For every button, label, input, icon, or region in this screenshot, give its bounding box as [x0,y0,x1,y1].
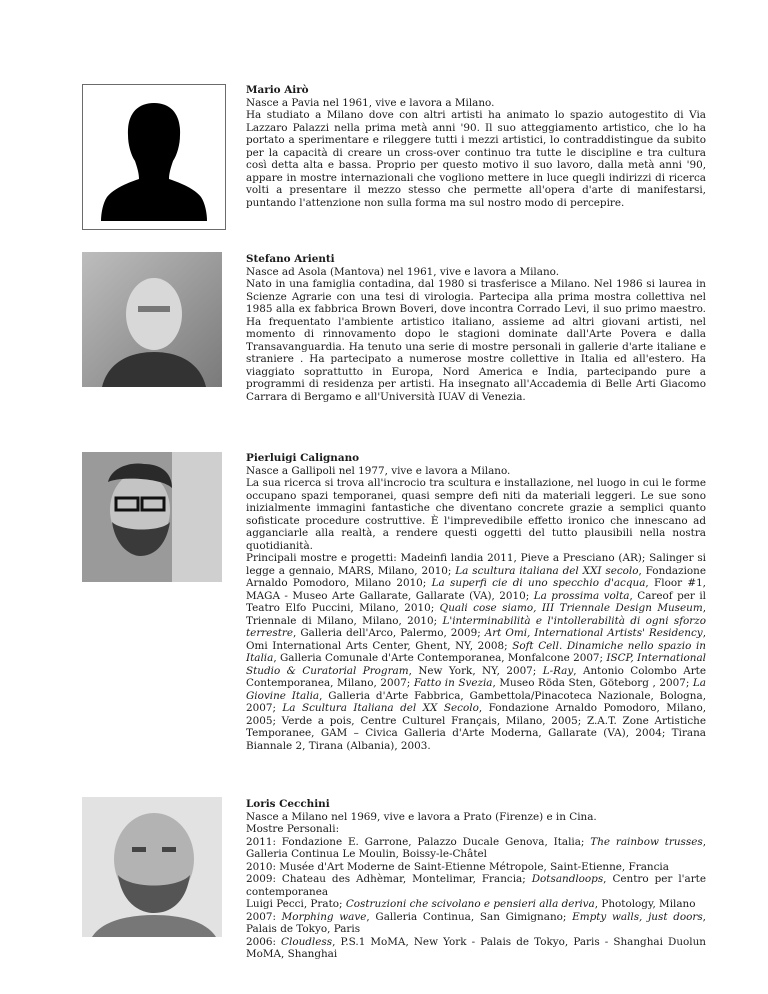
artist-name: Loris Cecchini [246,798,330,810]
show-item: 2010: Musée d'Art Moderne de Saint-Etienne Métropole, Saint-Etienne, Francia [246,860,669,873]
bio-text [246,798,706,961]
artist-photo [82,252,222,387]
portrait-photo-icon [82,797,222,937]
bio-text [246,452,706,752]
bio-text [246,84,706,209]
bio-text [246,253,706,403]
bio-line: Nasce a Milano nel 1969, vive e lavora a Prato (Firenze) e in Cina. [246,810,597,823]
artist-photo [82,452,222,582]
artist-name: Stefano Arienti [246,253,335,265]
artist-name: Mario Airò [246,84,309,96]
placeholder-portrait [82,84,226,230]
artist-name: Pierluigi Calignano [246,452,360,464]
portrait-photo-icon [82,252,222,387]
shows-list: Principali mostre e progetti: Madeinfi landia 2011, Pieve a Presciano (AR); Salinger si legge a gennaio, MARS, Milano, 2010; La scultura italiana del XXI secolo, Fondazione Arnaldo Pomodoro, Milano 2010; La superfi cie di uno specchio d'acqua, Floor #1, MAGA - Museo Arte Gallarate, Gallarate (VA), 2010; La prossima volta, Careof per il Teatro Elfo Puccini, Milano, 2010; Quali cose siamo, III Triennale Design Museum, Triennale di Milano, Milano, 2010; L'interminabilità e l'intollerabilità di ogni sforzo terrestre, Galleria dell'Arco, Palermo, 2009; Art Omi, International Artists' Residency, Omi International Arts Center, Ghent, NY, 2008; Soft Cell. Dinamiche nello spazio in Italia, Galleria Comunale d'Arte Contemporanea, Monfalcone 2007; ISCP, International Studio & Curatorial Program, New York, NY, 2007; L-Ray, Antonio Colombo Arte Contemporanea, Milano, 2007; Fatto in Svezia, Museo Röda Sten, Göteborg , 2007; La Giovine Italia, Galleria d'Arte Fabbrica, Gambettola/Pinacoteca Nazionale, Bologna, 2007; La Scultura Italiana del XX Secolo, Fondazione Arnaldo Pomodoro, Milano, 2005; Verde a pois, Centre Culturel Français, Milano, 2005; Z.A.T. Zone Artistiche Temporanee, GAM – Civica Galleria d'Arte Moderna, Gallarate (VA), 2004; Tirana Biannale 2, Tirana (Albania), 2003. [246,552,707,752]
bio-line: Nasce a Gallipoli nel 1977, vive e lavora a Milano. [246,464,511,477]
bio-line: Mostre Personali: [246,823,340,835]
show-item: 2009: Chateau des Adhèmar, Montelimar, Francia; Dotsandloops, Centro per l'arte contemporanea [246,873,706,898]
bio-line: Nasce ad Asola (Mantova) nel 1961, vive e lavora a Milano. [246,265,560,278]
bio-line: Ha studiato a Milano dove con altri artisti ha animato lo spazio autogestito di Via Lazzaro Palazzi nella prima metà anni '90. Il suo atteggiamento artistico, che lo ha portato a sperimentare e rileggere tutti i mezzi artistici, lo contraddistingue da subito per la capacità di creare un cross-over continuo tra tutte le discipline e tra cultura così detta alta e bassa. Proprio per questo motivo il suo lavoro, dalla metà anni '90, appare in mostre internazionali che vogliono mettere in luce quegli indirizzi di ricerca volti a presentare il mezzo stesso che permette all'opera d'arte di manifestarsi, puntando l'attenzione non sulla forma ma sul nostro modo di percepire. [246,109,706,209]
bio-line: La sua ricerca si trova all'incrocio tra scultura e installazione, nel luogo in cui le forme occupano spazi temporanei, quasi sempre defi niti da materiali leggeri. Le sue sono inizialmente immagini fantastiche che diventano concrete grazie a semplici quanto sofisticate procedure costruttive. È l'imprevedibile effetto ironico che innescano ad agganciarle alla realtà, a rendere questi oggetti del tutto plausibili nella nostra quotidianità. [246,477,706,552]
person-silhouette-icon [83,85,225,229]
artist-photo [82,797,222,937]
show-item: 2006: Cloudless, P.S.1 MoMA, New York - Palais de Tokyo, Paris - Shanghai Duolun MoMA, Shanghai [246,935,706,960]
show-item: 2007: Morphing wave, Galleria Continua, San Gimignano; Empty walls, just doors, Palais de Tokyo, Paris [246,910,706,935]
show-item: 2011: Fondazione E. Garrone, Palazzo Ducale Genova, Italia; The rainbow trusses, Galleria Continua Le Moulin, Boissy-le-Châtel [246,835,706,860]
show-item: Luigi Pecci, Prato; Costruzioni che scivolano e pensieri alla deriva, Photology, Milano [246,898,696,910]
portrait-photo-icon [82,452,222,582]
bio-line: Nato in una famiglia contadina, dal 1980 si trasferisce a Milano. Nel 1986 si laurea in Scienze Agrarie con una tesi di virologia. Partecipa alla prima mostra collettiva nel 1985 alla ex fabbrica Brown Boveri, dove incontra Corrado Levi, il suo primo maestro. Ha frequentato l'ambiente artistico italiano, assieme ad altri giovani artisti, nel momento di rinnovamento dopo le stagioni dominate dall'Arte Povera e dalla Transavanguardia. Ha tenuto una serie di mostre personali in gallerie d'arte italiane e straniere . Ha partecipato a numerose mostre collettive in Italia ed all'estero. Ha viaggiato soprattutto in Europa, Nord America e India, partecipando pure a programmi di residenza per artisti. Ha insegnato all'Accademia di Belle Arti Giacomo Carrara di Bergamo e all'Università IUAV di Venezia. [246,278,706,403]
bio-line: Nasce a Pavia nel 1961, vive e lavora a Milano. [246,96,495,109]
